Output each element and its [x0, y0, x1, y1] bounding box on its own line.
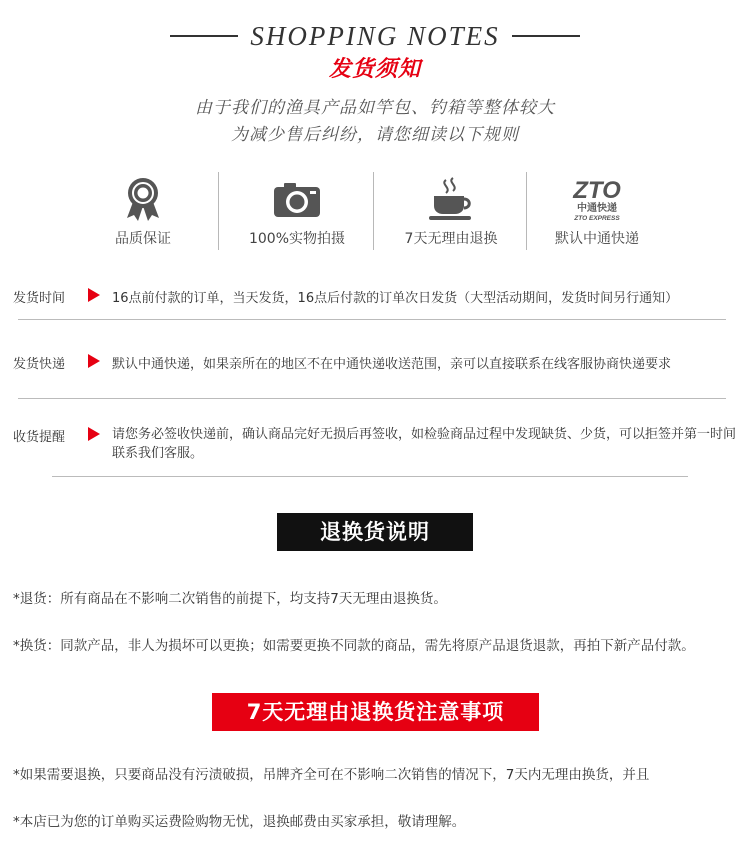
info-label-courier: 发货快递 [13, 357, 66, 372]
shipping-insurance-line: *本店已为您的订单购买运费险购物无忧，退换邮费由买家承担，敬请理解。 [13, 814, 466, 830]
feature-real-photos [222, 172, 372, 256]
camera-icon [222, 176, 372, 222]
return-policy-line: *退货：所有商品在不影响二次销售的前提下，均支持7天无理由退换货。 [13, 591, 447, 607]
divider [18, 398, 726, 399]
red-arrow-icon [88, 288, 100, 302]
divider [52, 476, 688, 477]
feature-divider [373, 172, 374, 250]
red-arrow-icon [88, 354, 100, 368]
intro-line-2: 为减少售后纠纷，请您细读以下规则 [231, 125, 519, 145]
zto-logo-icon [522, 176, 672, 222]
intro-line-1: 由于我们的渔具产品如竿包、钓箱等整体较大 [195, 98, 555, 118]
feature-label: 品质保证 [115, 231, 171, 247]
divider [18, 319, 726, 320]
feature-label: 100%实物拍摄 [248, 231, 346, 247]
info-text-receipt: 请您务必签收快递前，确认商品完好无损后再签收，如检验商品过程中发现缺货、少货，可以拒签并第一时间联系我们客服。 [112, 427, 737, 461]
zto-logo-chinese: 中通快递 [577, 203, 617, 214]
feature-7-day-return [376, 172, 526, 256]
exchange-policy-line: *换货：同款产品，非人为损坏可以更换；如需要更换不同款的商品，需先将原产品退货退款，再拍下新产品付款。 [13, 638, 695, 654]
info-label-ship-time: 发货时间 [13, 291, 66, 306]
feature-quality-guarantee [68, 172, 218, 256]
info-label-receipt: 收货提醒 [13, 430, 66, 445]
info-text-ship-time: 16点前付款的订单，当天发货，16点后付款的订单次日发货（大型活动期间，发货时间另行通知） [112, 291, 679, 306]
info-text-courier: 默认中通快递，如果亲所在的地区不在中通快递收送范围，亲可以直接联系在线客服协商快递要求 [112, 357, 672, 372]
shipping-notice-title: 发货须知 [328, 57, 421, 82]
shopping-notes-title: SHOPPING NOTES [250, 20, 500, 51]
feature-label: 7天无理由退换 [404, 231, 498, 247]
seven-day-note-line: *如果需要退换，只要商品没有污渍破损，吊牌齐全可在不影响二次销售的情况下，7天内无理由换货，并且 [13, 767, 650, 783]
return-section-title: 退换货说明 [277, 513, 473, 551]
feature-label: 默认中通快递 [555, 231, 639, 247]
award-ribbon-icon [68, 176, 218, 222]
feature-default-courier [522, 172, 672, 256]
feature-divider [218, 172, 219, 250]
header-rule-left [170, 35, 238, 37]
zto-logo-english: ZTO EXPRESS [574, 215, 620, 222]
coffee-cup-icon [376, 176, 526, 222]
zto-logo-text: ZTO [573, 177, 621, 204]
seven-day-section-title: 7天无理由退换货注意事项 [212, 693, 539, 731]
red-arrow-icon [88, 427, 100, 441]
shopping-notes-header [0, 18, 750, 54]
header-rule-right [512, 35, 580, 37]
